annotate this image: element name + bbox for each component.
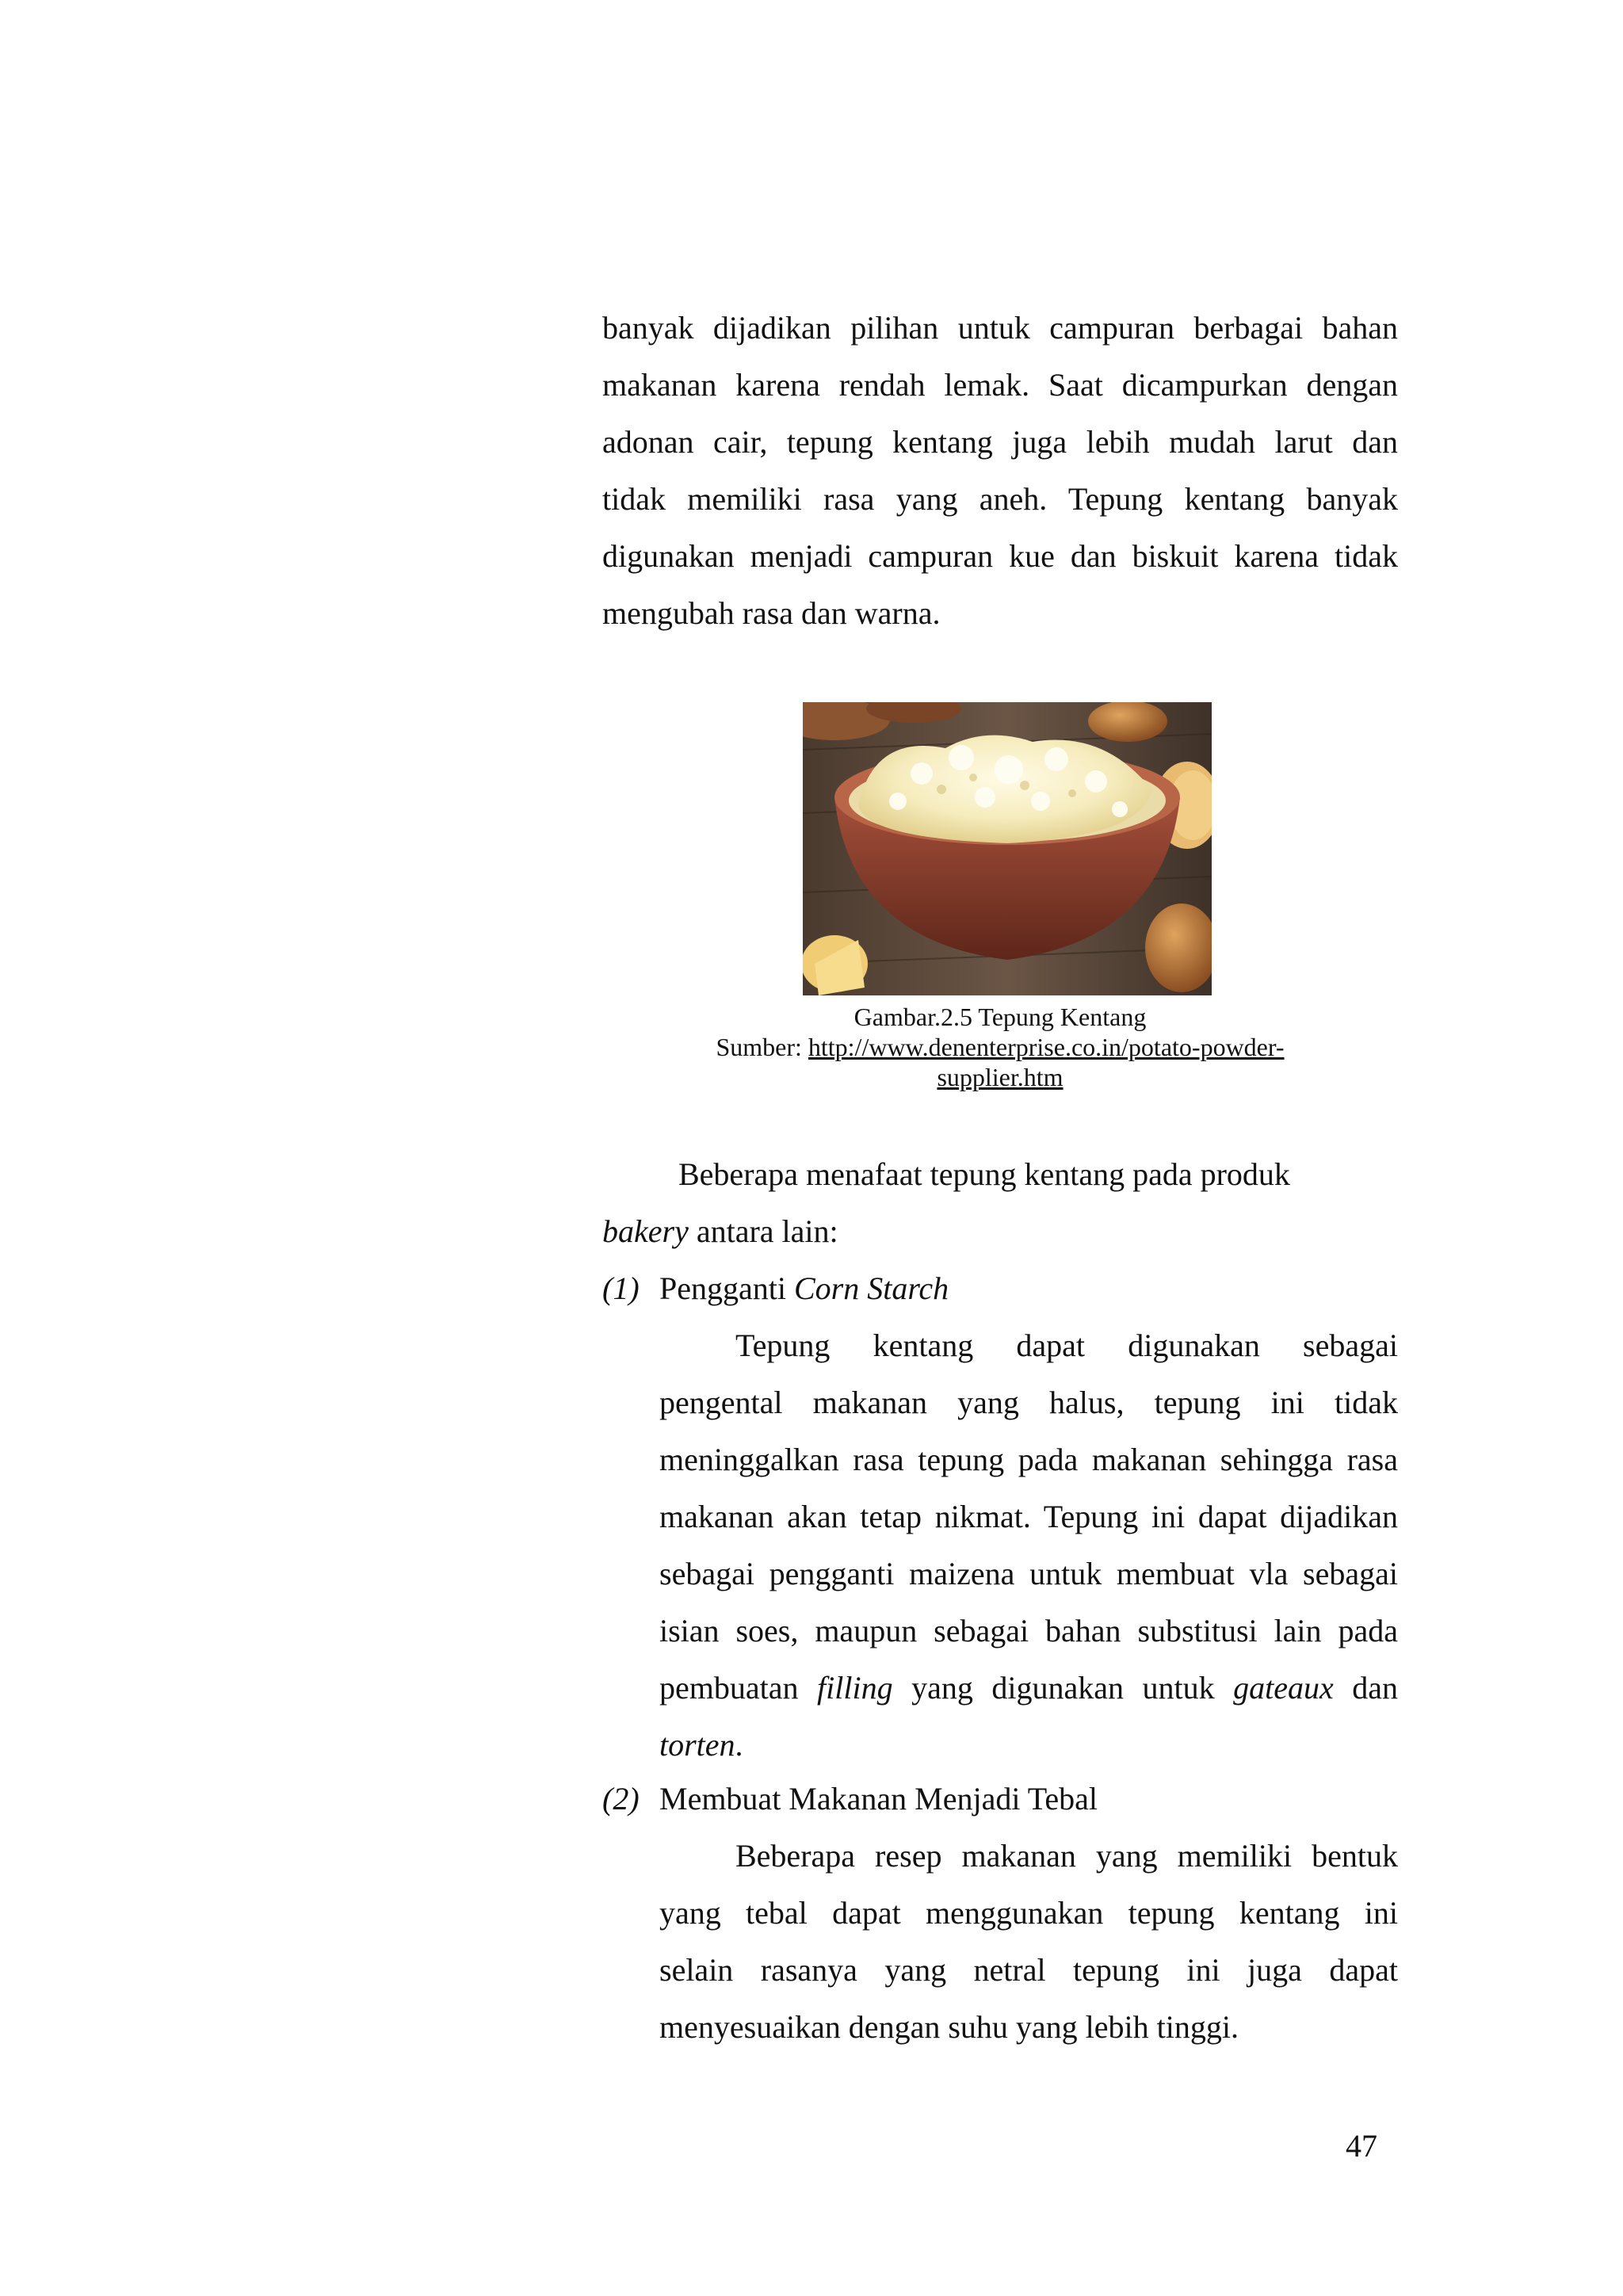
potato-flour-photo: [803, 702, 1212, 995]
source-label: Sumber:: [716, 1033, 808, 1061]
source-link-continued[interactable]: supplier.htm: [937, 1063, 1064, 1091]
list-item-title: [659, 1260, 949, 1317]
text-line: [602, 1203, 1398, 1260]
text-fragment: yang digunakan untuk: [892, 1670, 1234, 1706]
list-number: (2): [602, 1781, 640, 1817]
text-line: yang tebal dapat menggunakan tepung kentang ini: [659, 1895, 1398, 1931]
text-line: adonan cair, tepung kentang juga lebih mudah larut dan: [602, 424, 1398, 460]
text-line: isian soes, maupun sebagai bahan substitusi lain pada: [659, 1613, 1398, 1648]
text-line: [659, 1717, 1398, 1774]
bowl-illustration: [803, 702, 1212, 995]
italic-term: Corn Starch: [793, 1270, 949, 1306]
figure-caption: [602, 1002, 1398, 1092]
text-line: pengental makanan yang halus, tepung ini tidak: [659, 1385, 1398, 1420]
text-fragment: dan: [1333, 1670, 1398, 1706]
text-line: mengubah rasa dan warna.: [602, 595, 941, 631]
caption-source-continued: [602, 1062, 1398, 1092]
text-line: Tepung kentang dapat digunakan sebagai: [735, 1328, 1398, 1363]
text-line: meninggalkan rasa tepung pada makanan sehingga rasa: [659, 1442, 1398, 1477]
list-item-body: [659, 1317, 1398, 1774]
text-line: menyesuaikan dengan suhu yang lebih tinggi.: [659, 2009, 1239, 2045]
text-line: makanan karena rendah lemak. Saat dicampurkan dengan: [602, 367, 1398, 403]
text-line: tidak memiliki rasa yang aneh. Tepung kentang banyak: [602, 481, 1398, 517]
text-fragment: Pengganti: [659, 1270, 794, 1306]
caption-source: [602, 1032, 1398, 1062]
text-fragment: pembuatan: [659, 1670, 817, 1706]
text-line: banyak dijadikan pilihan untuk campuran berbagai bahan: [602, 310, 1398, 346]
text-line: sebagai pengganti maizena untuk membuat vla sebagai: [659, 1556, 1398, 1591]
list-number: (1): [602, 1270, 640, 1306]
italic-term: gateaux: [1233, 1670, 1334, 1706]
text-fragment: antara lain:: [688, 1213, 838, 1249]
italic-term: bakery: [602, 1213, 689, 1249]
text-line: makanan akan tetap nikmat. Tepung ini dapat dijadikan: [659, 1499, 1398, 1534]
text-line: Beberapa menafaat tepung kentang pada produk: [678, 1156, 1290, 1192]
body-paragraph: [602, 300, 1398, 642]
intro-paragraph: [602, 1146, 1398, 1260]
caption-title: Gambar.2.5 Tepung Kentang: [854, 1003, 1147, 1031]
page-number: 47: [1346, 2128, 1377, 2164]
text-line: [659, 1660, 1398, 1717]
text-line: selain rasanya yang netral tepung ini juga dapat: [659, 1952, 1398, 1988]
list-item-body: [659, 1828, 1398, 2056]
text-fragment: .: [735, 1727, 743, 1763]
text-line: Beberapa resep makanan yang memiliki bentuk: [735, 1838, 1398, 1874]
italic-term: torten: [659, 1727, 735, 1763]
list-item-title: Membuat Makanan Menjadi Tebal: [659, 1781, 1098, 1817]
source-link[interactable]: http://www.denenterprise.co.in/potato-powder-: [808, 1033, 1285, 1061]
text-line: digunakan menjadi campuran kue dan biskuit karena tidak: [602, 538, 1398, 574]
italic-term: filling: [817, 1670, 893, 1706]
